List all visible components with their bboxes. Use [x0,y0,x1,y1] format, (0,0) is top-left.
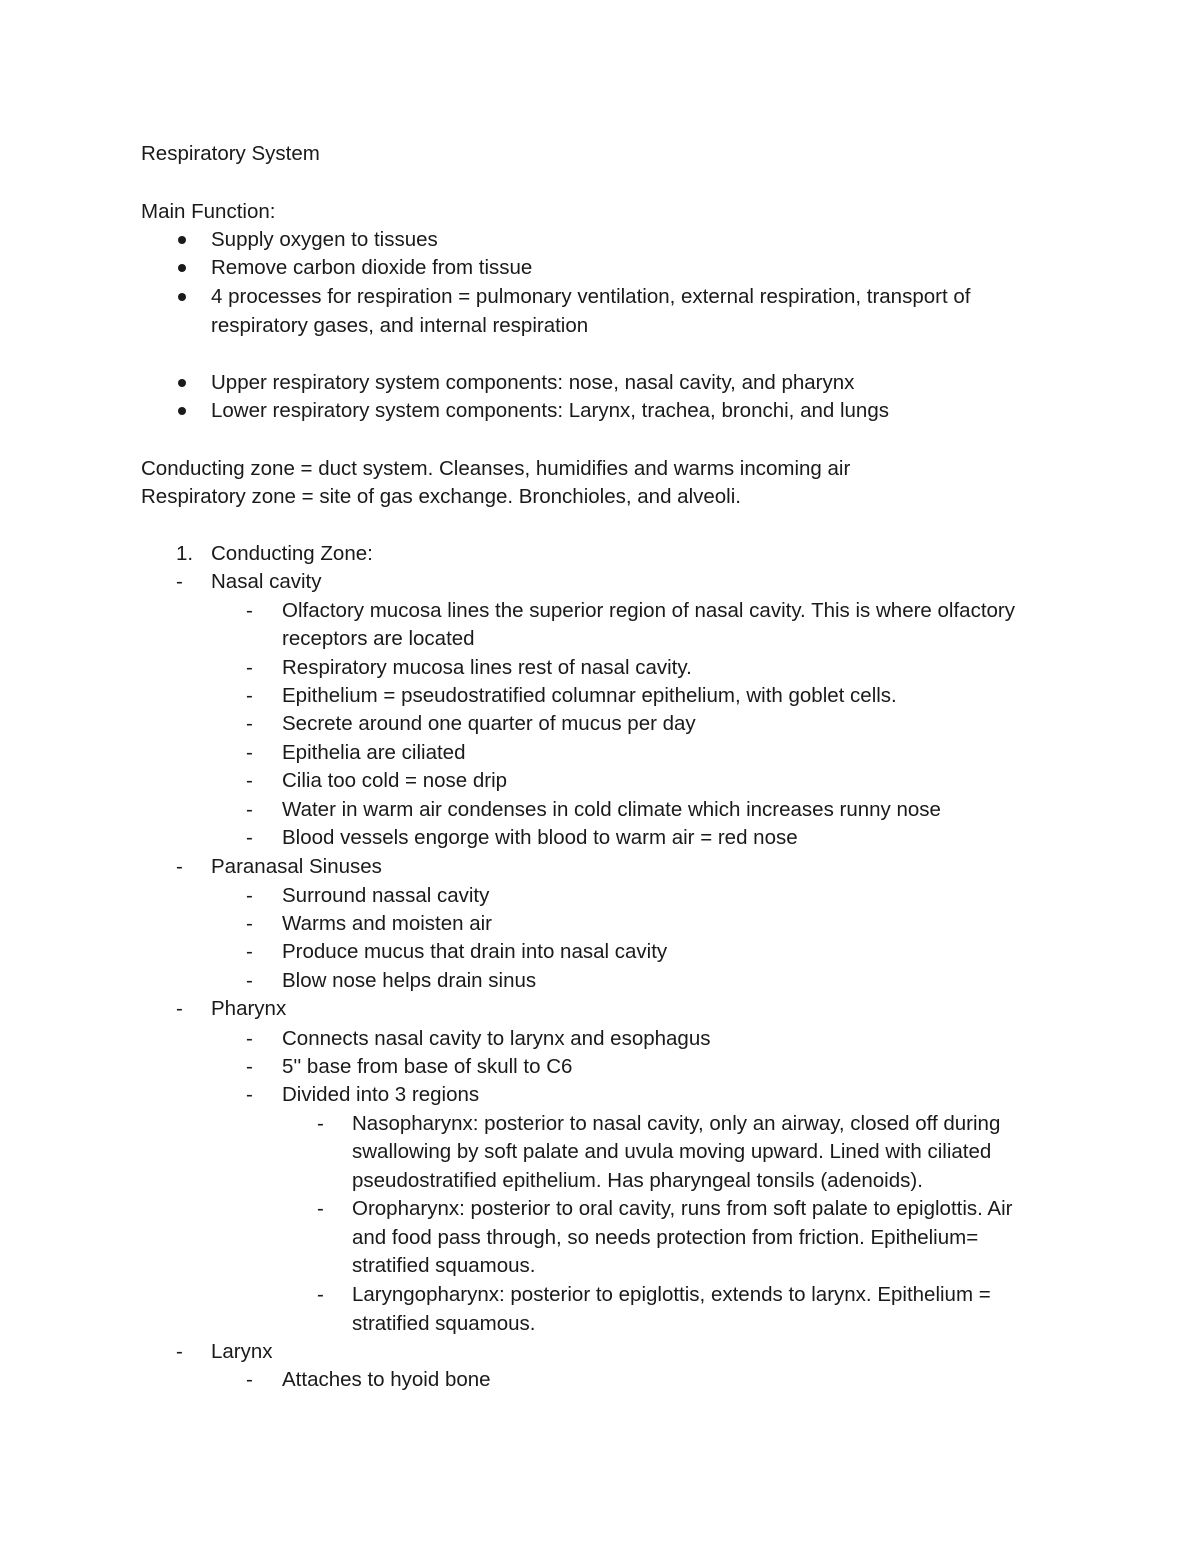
list-item-continued: stratified squamous. [352,1312,536,1335]
list-item: Attaches to hyoid bone [282,1368,491,1391]
list-item: Divided into 3 regions [282,1083,480,1106]
list-item-continued: and food pass through, so needs protection from friction. Epithelium= [352,1226,979,1249]
list-item: Remove carbon dioxide from tissue [211,256,533,279]
list-item: Warms and moisten air [282,912,492,935]
list-item: Secrete around one quarter of mucus per day [282,712,696,735]
dash-marker: - [246,1083,253,1106]
dash-marker: - [246,712,253,735]
list-item: Produce mucus that drain into nasal cavity [282,940,668,963]
main-function-heading: Main Function: [141,200,276,223]
dash-marker: - [246,826,253,849]
dash-marker: - [317,1283,324,1306]
dash-marker: - [176,855,183,878]
dash-marker: - [246,884,253,907]
list-item: Larynx [211,1340,273,1363]
list-item: Epithelium = pseudostratified columnar epithelium, with goblet cells. [282,684,897,707]
list-item: Paranasal Sinuses [211,855,382,878]
respiratory-zone-definition: Respiratory zone = site of gas exchange. Bronchioles, and alveoli. [141,485,741,508]
list-item: Respiratory mucosa lines rest of nasal cavity. [282,656,692,679]
dash-marker: - [246,656,253,679]
bullet-icon [178,407,186,415]
dash-marker: - [246,798,253,821]
dash-marker: - [246,1027,253,1050]
list-item-continued: receptors are located [282,627,475,650]
bullet-icon [178,379,186,387]
dash-marker: - [246,1368,253,1391]
list-item: Nasopharynx: posterior to nasal cavity, only an airway, closed off during [352,1112,1001,1135]
section-heading: Conducting Zone: [211,542,373,565]
dash-marker: - [176,1340,183,1363]
bullet-icon [178,264,186,272]
list-item-continued: pseudostratified epithelium. Has pharyngeal tonsils (adenoids). [352,1169,923,1192]
list-item-continued: swallowing by soft palate and uvula moving upward. Lined with ciliated [352,1140,992,1163]
list-item-continued: respiratory gases, and internal respiration [211,314,589,337]
list-item: Olfactory mucosa lines the superior region of nasal cavity. This is where olfactory [282,599,1016,622]
dash-marker: - [246,912,253,935]
bullet-icon [178,293,186,301]
list-item-continued: stratified squamous. [352,1254,536,1277]
dash-marker: - [246,769,253,792]
document-title: Respiratory System [141,142,320,165]
list-item: Surround nassal cavity [282,884,490,907]
list-item: Nasal cavity [211,570,322,593]
list-item: Water in warm air condenses in cold climate which increases runny nose [282,798,941,821]
list-item: 4 processes for respiration = pulmonary ventilation, external respiration, transport of [211,285,971,308]
dash-marker: - [317,1197,324,1220]
list-item: Blow nose helps drain sinus [282,969,537,992]
list-item: Supply oxygen to tissues [211,228,438,251]
dash-marker: - [246,684,253,707]
list-item: Laryngopharynx: posterior to epiglottis, extends to larynx. Epithelium = [352,1283,991,1306]
list-item: Oropharynx: posterior to oral cavity, runs from soft palate to epiglottis. Air [352,1197,1013,1220]
dash-marker: - [317,1112,324,1135]
conducting-zone-definition: Conducting zone = duct system. Cleanses, humidifies and warms incoming air [141,457,851,480]
dash-marker: - [246,940,253,963]
list-item: Upper respiratory system components: nose, nasal cavity, and pharynx [211,371,855,394]
list-number: 1. [176,542,194,565]
dash-marker: - [246,969,253,992]
list-item: Connects nasal cavity to larynx and esophagus [282,1027,711,1050]
list-item: Lower respiratory system components: Larynx, trachea, bronchi, and lungs [211,399,889,422]
dash-marker: - [176,997,183,1020]
dash-marker: - [246,741,253,764]
dash-marker: - [246,599,253,622]
list-item: Cilia too cold = nose drip [282,769,508,792]
list-item: Epithelia are ciliated [282,741,466,764]
dash-marker: - [176,570,183,593]
list-item: Pharynx [211,997,287,1020]
bullet-icon [178,236,186,244]
list-item: 5'' base from base of skull to C6 [282,1055,573,1078]
list-item: Blood vessels engorge with blood to warm air = red nose [282,826,798,849]
dash-marker: - [246,1055,253,1078]
